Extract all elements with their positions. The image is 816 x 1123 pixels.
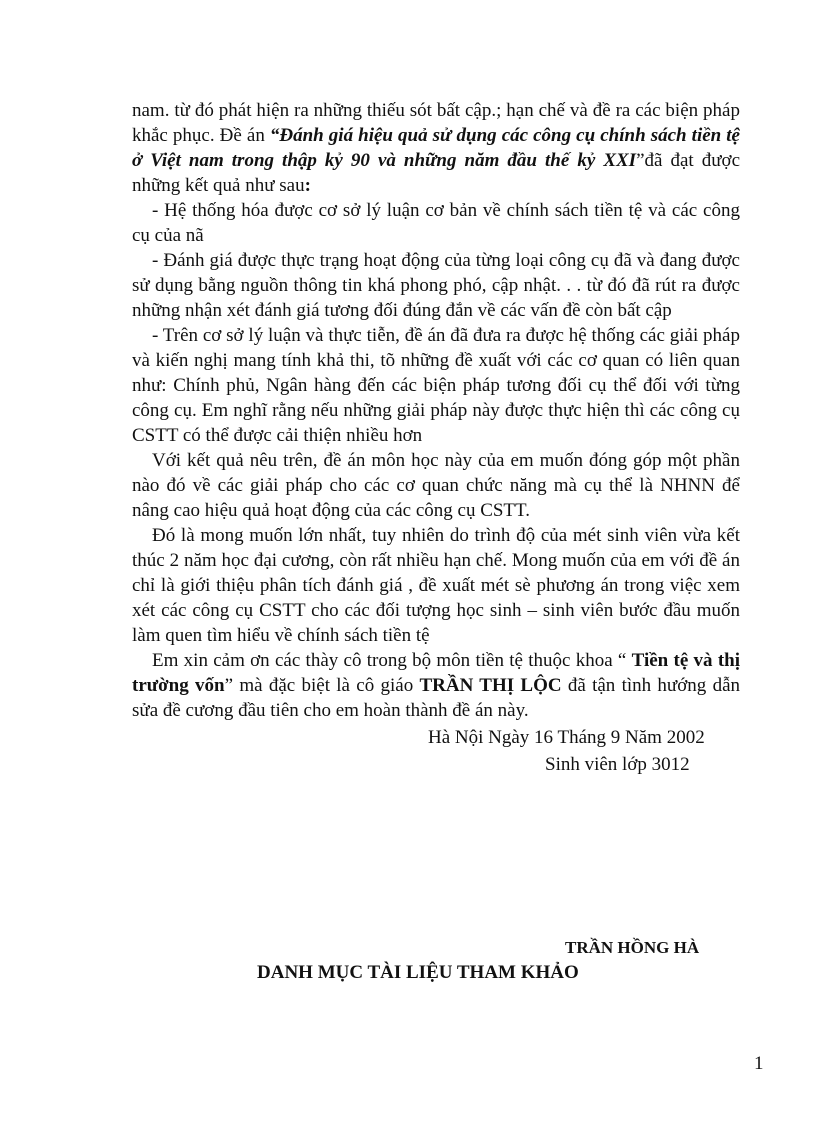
thanks-text: Em xin cảm ơn các thày cô trong bộ môn tiền tệ thuộc khoa “ [152, 650, 632, 671]
project-title: “Đánh giá hiệu quả sử dụng các công cụ chính sách tiền tệ ở Việt nam trong thập kỷ 90 và những năm đầu thế kỷ XXI [132, 125, 740, 171]
page-number: 1 [754, 1053, 764, 1074]
supervisor-name: TRẦN THỊ LỘC [419, 675, 562, 696]
list-item: - Trên cơ sở lý luận và thực tiễn, đề án đã đưa ra được hệ thống các giải pháp và kiến nghị mang tính khả thi, tõ những đề xuất với các cơ quan có liên quan như: Chính phủ, Ngân hàng đến các biện pháp tương đối cụ thể đối với từng công cụ. Em nghĩ rằng nếu những giải pháp này được thực hiện thì các công cụ CSTT có thể được cải thiện nhiều hơn [132, 325, 740, 446]
intro-text: nam. từ đó phát hiện ra những thiếu sót bất cập.; hạn chế và đề ra các biện pháp khắc phục. Đề án [132, 100, 740, 146]
author-signature-name: TRẦN HỒNG HÀ [565, 938, 700, 957]
references-heading: DANH MỤC TÀI LIỆU THAM KHẢO [257, 962, 579, 983]
paragraph-thanks [132, 648, 740, 723]
thanks-text-3: đã tận tình hướng dẫn sửa đề cương đầu tiên cho em hoàn thành đề án này. [132, 675, 740, 721]
thanks-text-2: ” mà đặc biệt là cô giáo [224, 675, 420, 696]
intro-tail: ”đã đạt được những kết quả như sau [132, 150, 740, 196]
paragraph-aspiration: Đó là mong muốn lớn nhất, tuy nhiên do trình độ của mét sinh viên vừa kết thúc 2 năm học đại cương, còn rất nhiều hạn chế. Mong muốn của em với đề án chỉ là giới thiệu phân tích đánh giá , đề xuất mét sè phương án trong việc xem xét các công cụ CSTT cho các đối tượng học sinh – sinh viên bước đầu muốn làm quen tìm hiểu về chính sách tiền tệ [132, 525, 740, 646]
paragraph-result: Với kết quả nêu trên, đề án môn học này của em muốn đóng góp một phần nào đó về các giải pháp cho các cơ quan chức năng mà cụ thể là NHNN để nâng cao hiệu quả hoạt động của các công cụ CSTT. [132, 450, 740, 521]
list-item: - Đánh giá được thực trạng hoạt động của từng loại công cụ đã và đang được sử dụng bằng nguồn thông tin khá phong phó, cập nhật. . . từ đó đã rút ra được những nhận xét đánh giá tương đối đúng đắn về các vấn đề còn bất cập [132, 250, 740, 321]
date-line: Hà Nội Ngày 16 Tháng 9 Năm 2002 [428, 727, 705, 748]
intro-colon: : [304, 175, 311, 196]
faculty-name: Tiền tệ và thị trường vốn [132, 650, 740, 696]
document-body [132, 98, 740, 777]
paragraph-intro [132, 98, 740, 198]
list-item: - Hệ thống hóa được cơ sở lý luận cơ bản về chính sách tiền tệ và các công cụ của nã [132, 200, 740, 246]
class-line: Sinh viên lớp 3012 [545, 754, 690, 775]
